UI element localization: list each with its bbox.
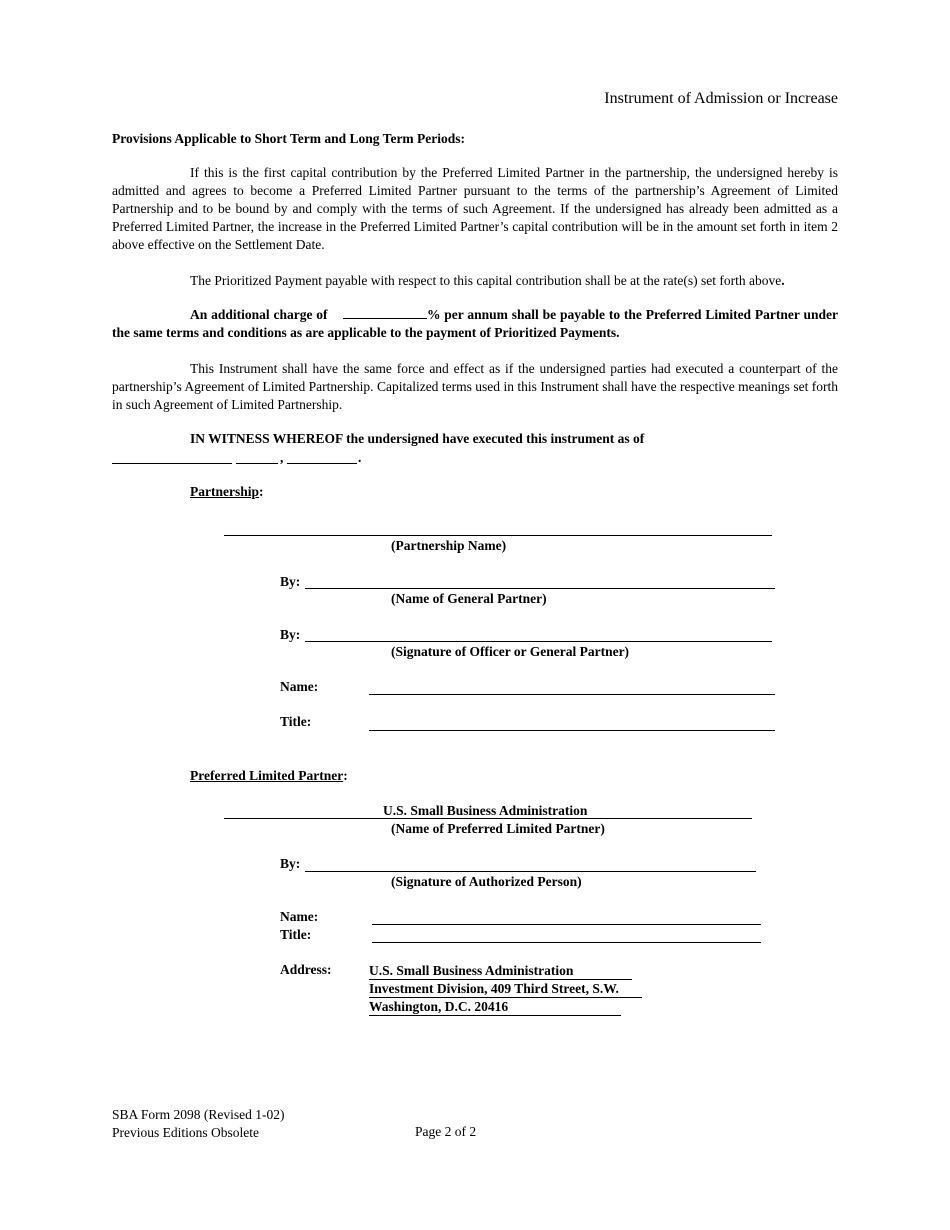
plp-title-label: Title: [280, 927, 312, 942]
charge-rest-text: % per annum shall be payable to the Preferred Limited Partner under the same terms and conditions as are applicable to the payment of Prioritized Payments. [112, 307, 839, 340]
prioritized-payment-period: . [781, 273, 785, 288]
date-comma: , [280, 450, 284, 465]
charge-lead-text: An additional charge of [190, 307, 328, 322]
prioritized-payment-text: The Prioritized Payment payable with respect to this capital contribution shall be at the rate(s) set forth above [190, 273, 782, 288]
address-line-3: Washington, D.C. 20416 [369, 998, 621, 1016]
address-line-2: Investment Division, 409 Third Street, S.W. [369, 980, 642, 998]
plp-heading [190, 768, 348, 784]
plp-signer-name-field[interactable] [372, 924, 761, 925]
partnership-heading-text: Partnership [190, 484, 259, 499]
officer-by-label: By: [280, 627, 301, 642]
partnership-title-label: Title: [280, 714, 312, 729]
provisions-heading: Provisions Applicable to Short Term and Long Term Periods: [112, 131, 466, 146]
date-day-field[interactable] [236, 463, 278, 464]
plp-name-label: Name: [280, 909, 319, 924]
address-label: Address: [280, 962, 332, 977]
gp-by-label: By: [280, 574, 301, 589]
witness-statement: IN WITNESS WHEREOF the undersigned have executed this instrument as of [190, 431, 645, 446]
partnership-heading-colon: : [259, 484, 264, 499]
additional-charge-paragraph [112, 306, 838, 342]
date-period: . [358, 450, 362, 465]
plp-signature-field[interactable] [305, 871, 756, 872]
prioritized-payment-paragraph [112, 272, 838, 290]
page-number: Page 2 of 2 [415, 1124, 477, 1139]
plp-name-field [224, 818, 752, 819]
plp-by-label: By: [280, 856, 301, 871]
partnership-name-caption: (Partnership Name) [391, 538, 507, 553]
partnership-heading [190, 484, 264, 500]
plp-name-caption: (Name of Preferred Limited Partner) [391, 821, 605, 836]
general-partner-caption: (Name of General Partner) [391, 591, 547, 606]
document-title: Instrument of Admission or Increase [604, 90, 838, 107]
partnership-name-field[interactable] [224, 535, 772, 536]
address-block [369, 962, 642, 1016]
plp-heading-text: Preferred Limited Partner [190, 768, 344, 783]
footer-left [112, 1106, 285, 1142]
date-month-field[interactable] [112, 463, 232, 464]
address-line-1: U.S. Small Business Administration [369, 962, 632, 980]
partnership-signer-title-field[interactable] [369, 730, 775, 731]
plp-heading-colon: : [343, 768, 348, 783]
partnership-signer-name-field[interactable] [369, 694, 775, 695]
plp-name-value: U.S. Small Business Administration [383, 803, 588, 818]
charge-rate-field[interactable] [343, 306, 427, 319]
admission-paragraph: If this is the first capital contribution by the Preferred Limited Partner in the partnership, the undersigned hereby is admitted and agrees to become a Preferred Limited Partner pursuant to the terms of the partnership’s Agreement of Limited Partnership and to be bound by and comply with the terms of such Agreement. If the undersigned has already been admitted as a Preferred Limited Partner, the increase in the Preferred Limited Partner’s capital contribution will be in the amount set forth in item 2 above effective on the Settlement Date. [112, 165, 838, 252]
previous-editions-note: Previous Editions Obsolete [112, 1125, 259, 1140]
officer-signature-caption: (Signature of Officer or General Partner) [391, 644, 630, 659]
plp-signer-title-field[interactable] [372, 942, 761, 943]
officer-signature-field[interactable] [305, 641, 772, 642]
partnership-name-label: Name: [280, 679, 319, 694]
general-partner-name-field[interactable] [305, 588, 775, 589]
date-year-field[interactable] [287, 463, 357, 464]
plp-signature-caption: (Signature of Authorized Person) [391, 874, 582, 889]
form-id: SBA Form 2098 (Revised 1-02) [112, 1107, 285, 1122]
force-and-effect-paragraph: This Instrument shall have the same force and effect as if the undersigned parties had executed a counterpart of the partnership’s Agreement of Limited Partnership. Capitalized terms used in this Instrument shall have the respective meanings set forth in such Agreement of Limited Partnership. [112, 361, 838, 412]
